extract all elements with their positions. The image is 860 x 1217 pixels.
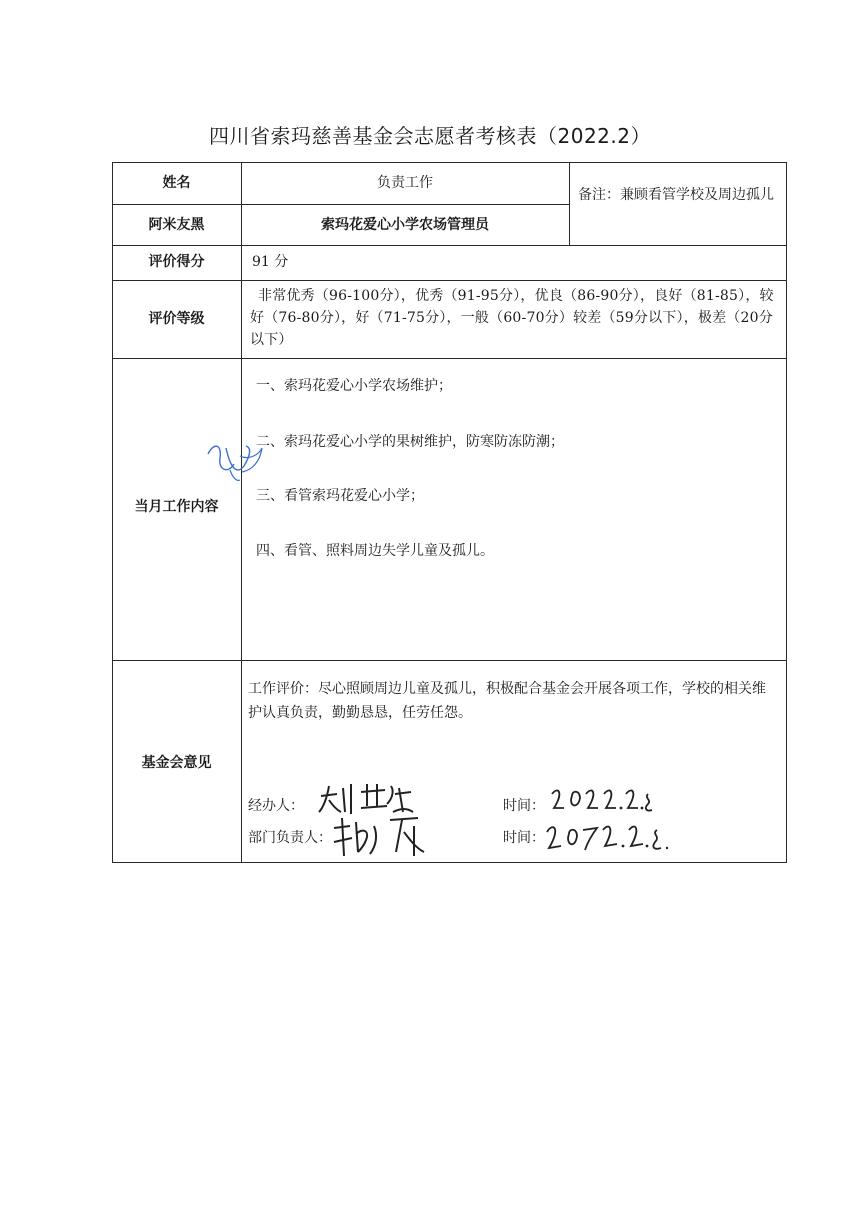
name-value: 阿米友黑 <box>148 217 205 233</box>
score-value: 91 分 <box>252 254 289 270</box>
dept-head-signature <box>330 812 430 862</box>
grade-text: 非常优秀（96-100分），优秀（91-95分），优良（86-90分），良好（81-85），较好（76-80分），好（71-75分），一般（60-70分）较差（59分以下），极差（20分以下） <box>250 288 774 348</box>
grade-label: 评价等级 <box>148 311 205 327</box>
work-item: 三、看管索玛花爱心小学； <box>256 488 424 504</box>
duty-label: 负责工作 <box>377 175 433 191</box>
work-item: 四、看管、照料周边失学儿童及孤儿。 <box>256 543 494 559</box>
opinion-label: 基金会意见 <box>141 755 212 771</box>
dept-label: 部门负责人： <box>248 830 332 846</box>
duty-value: 索玛花爱心小学农场管理员 <box>321 217 489 233</box>
blue-stamp-mark <box>200 436 270 486</box>
work-label: 当月工作内容 <box>134 499 219 515</box>
evaluation-text: 工作评价：尽心照顾周边儿童及孤儿，积极配合基金会开展各项工作，学校的相关维护认真负责，勤勤恳恳，任劳任怨。 <box>248 681 766 721</box>
work-item: 一、索玛花爱心小学农场维护； <box>256 378 452 394</box>
form-title: 四川省索玛慈善基金会志愿者考核表（2022.2） <box>209 124 651 148</box>
work-item: 二、索玛花爱心小学的果树维护，防寒防冻防潮； <box>256 434 564 450</box>
dept-date-handwritten <box>543 820 673 856</box>
handler-label: 经办人： <box>248 798 304 814</box>
name-label: 姓名 <box>162 175 191 191</box>
dept-time-label: 时间： <box>503 830 545 846</box>
handler-date-handwritten <box>548 784 658 816</box>
handler-time-label: 时间： <box>503 798 545 814</box>
score-label: 评价得分 <box>148 254 205 270</box>
remark-text: 备注：兼顾看管学校及周边孤儿 <box>578 187 774 203</box>
